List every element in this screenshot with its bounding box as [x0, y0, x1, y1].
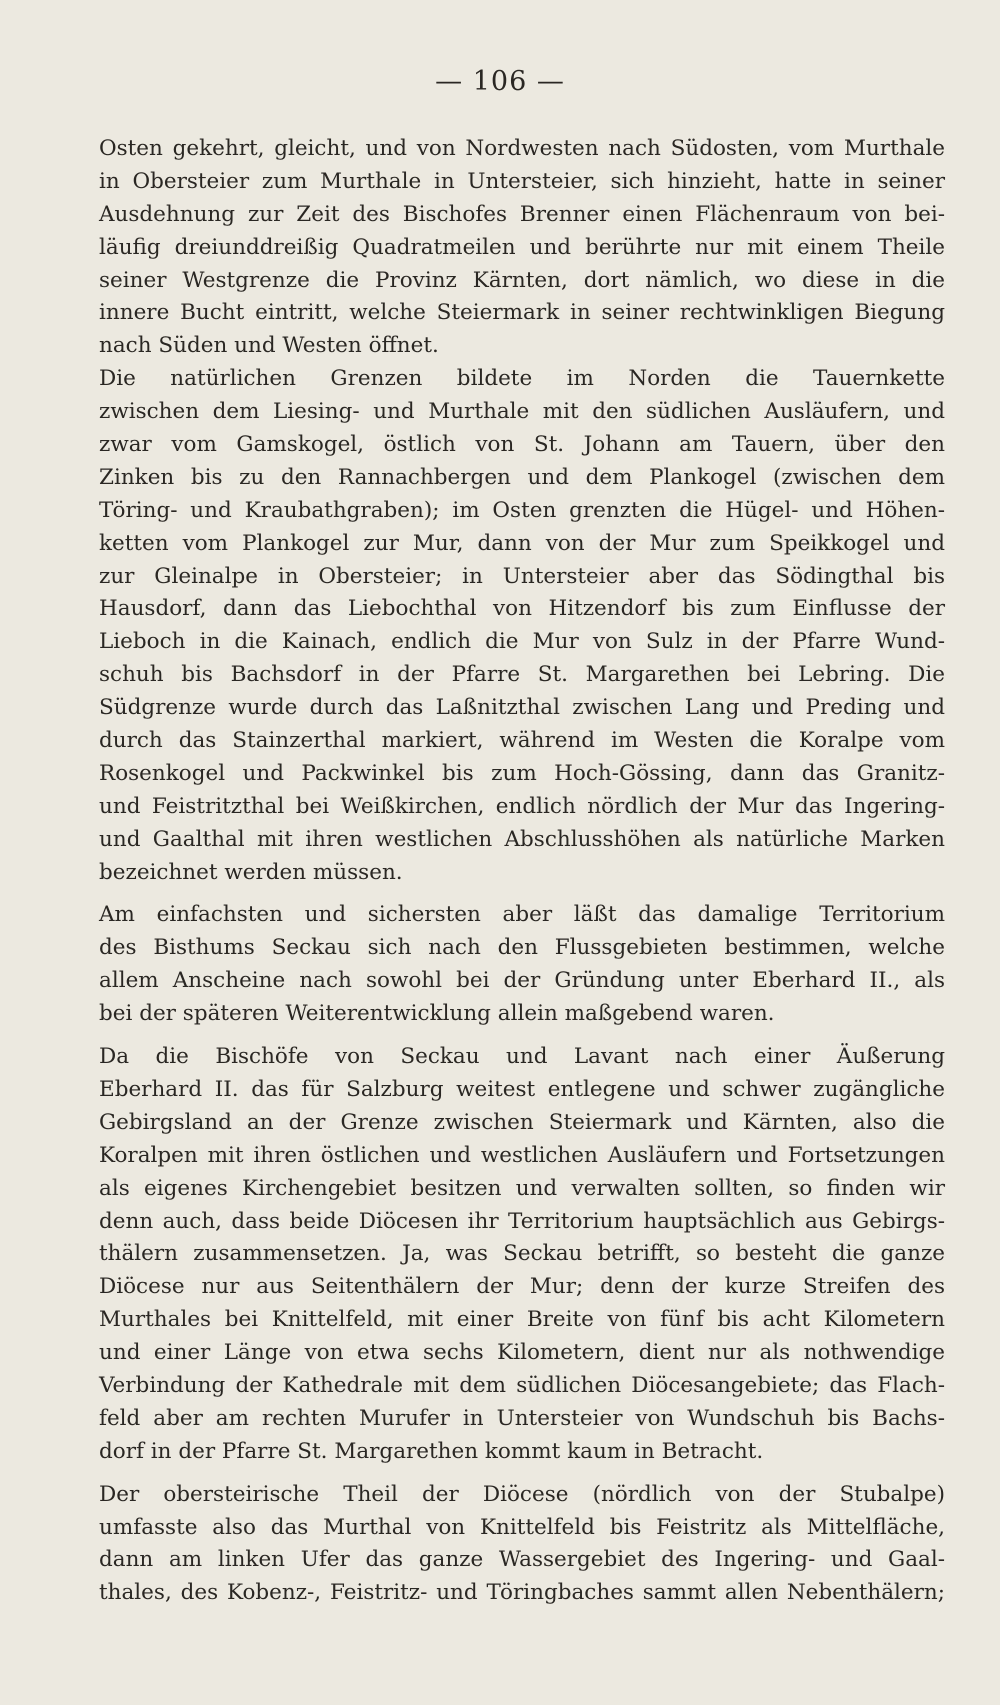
text-line: seiner Westgrenze die Provinz Kärnten, dort nämlich, wo diese in die	[99, 267, 945, 293]
text-line: und Gaalthal mit ihren westlichen Abschlusshöhen als natürliche Marken	[99, 826, 945, 852]
text-line: Töring- und Kraubathgraben); im Osten grenzten die Hügel- und Höhen-	[99, 497, 945, 523]
text-line: Zinken bis zu den Rannachbergen und dem Plankogel (zwischen dem	[99, 464, 945, 490]
body-text	[99, 133, 945, 1610]
text-line: allem Anscheine nach sowohl bei der Gründung unter Eberhard II., als	[99, 968, 945, 994]
text-line: Diöcese nur aus Seitenthälern der Mur; denn der kurze Streifen des	[99, 1274, 945, 1300]
text-line: schuh bis Bachsdorf in der Pfarre St. Margarethen bei Lebring. Die	[99, 662, 945, 688]
text-line: Südgrenze wurde durch das Laßnitzthal zwischen Lang und Preding und	[99, 695, 945, 721]
text-line: innere Bucht eintritt, welche Steiermark in seiner rechtwinkligen Biegung	[99, 300, 945, 326]
text-line: in Obersteier zum Murthale in Untersteier, sich hinzieht, hatte in seiner	[99, 168, 945, 194]
text-line: Verbindung der Kathedrale mit dem südlichen Diöcesangebiete; das Flach-	[99, 1372, 945, 1398]
text-line: Der obersteirische Theil der Diöcese (nördlich von der Stubalpe)	[99, 1481, 945, 1507]
text-line: läufig dreiunddreißig Quadratmeilen und berührte nur mit einem Theile	[99, 234, 945, 260]
text-line: umfasste also das Murthal von Knittelfeld bis Feistritz als Mittelfläche,	[99, 1514, 945, 1540]
text-line: Koralpen mit ihren östlichen und westlichen Ausläufern und Fortsetzungen	[99, 1142, 945, 1168]
text-line: feld aber am rechten Murufer in Untersteier von Wundschuh bis Bachs-	[99, 1405, 945, 1431]
text-line: denn auch, dass beide Diöcesen ihr Territorium hauptsächlich aus Gebirgs-	[99, 1208, 945, 1234]
text-line: dorf in der Pfarre St. Margarethen kommt kaum in Betracht.	[99, 1438, 764, 1464]
text-line: zwischen dem Liesing- und Murthale mit den südlichen Ausläufern, und	[99, 399, 945, 425]
text-line: Eberhard II. das für Salzburg weitest entlegene und schwer zugängliche	[99, 1076, 945, 1102]
text-line: Osten gekehrt, gleicht, und von Nordwesten nach Südosten, vom Murthale	[99, 136, 945, 161]
text-line: Rosenkogel und Packwinkel bis zum Hoch-Gössing, dann das Granitz-	[99, 760, 945, 786]
text-line: thales, des Kobenz-, Feistritz- und Töringbaches sammt allen Nebenthälern;	[99, 1580, 945, 1606]
text-line: Murthales bei Knittelfeld, mit einer Breite von fünf bis acht Kilometern	[99, 1307, 945, 1333]
text-line: Ausdehnung zur Zeit des Bischofes Brenner einen Flächenraum von bei-	[99, 201, 945, 227]
text-line: dann am linken Ufer das ganze Wassergebiet des Ingering- und Gaal-	[99, 1547, 945, 1573]
text-line: nach Süden und Westen öffnet.	[99, 333, 439, 359]
text-line: bei der späteren Weiterentwicklung allein maßgebend waren.	[99, 1001, 775, 1027]
text-line: als eigenes Kirchengebiet besitzen und verwalten sollten, so finden wir	[99, 1175, 945, 1201]
text-line: durch das Stainzerthal markiert, während im Westen die Koralpe vom	[99, 728, 945, 754]
page-number: — 106 —	[435, 66, 565, 97]
text-line: Da die Bischöfe von Seckau und Lavant nach einer Äußerung	[99, 1044, 945, 1070]
text-line: und einer Länge von etwa sechs Kilometern, dient nur als nothwendige	[99, 1340, 945, 1366]
text-line: ketten vom Plankogel zur Mur, dann von der Mur zum Speikkogel und	[99, 530, 945, 556]
text-line: Die natürlichen Grenzen bildete im Norden die Tauernkette	[99, 366, 945, 392]
text-line: des Bisthums Seckau sich nach den Flussgebieten bestimmen, welche	[99, 935, 945, 961]
text-line: thälern zusammensetzen. Ja, was Seckau betrifft, so besteht die ganze	[99, 1241, 945, 1267]
text-line: zur Gleinalpe in Obersteier; in Untersteier aber das Södingthal bis	[99, 563, 945, 589]
text-line: bezeichnet werden müssen.	[99, 859, 403, 885]
text-line: Lieboch in die Kainach, endlich die Mur von Sulz in der Pfarre Wund-	[99, 629, 945, 655]
paragraph-gap	[99, 1469, 945, 1479]
text-line: Hausdorf, dann das Liebochthal von Hitzendorf bis zum Einflusse der	[99, 596, 945, 622]
text-line: Gebirgsland an der Grenze zwischen Steiermark und Kärnten, also die	[99, 1109, 945, 1135]
paragraph-gap	[99, 1031, 945, 1041]
text-line: Am einfachsten und sichersten aber läßt das damalige Territorium	[99, 902, 945, 928]
text-line: und Feistritzthal bei Weißkirchen, endlich nördlich der Mur das Ingering-	[99, 793, 945, 819]
paragraph-gap	[99, 889, 945, 899]
text-line: zwar vom Gamskogel, östlich von St. Johann am Tauern, über den	[99, 432, 945, 458]
